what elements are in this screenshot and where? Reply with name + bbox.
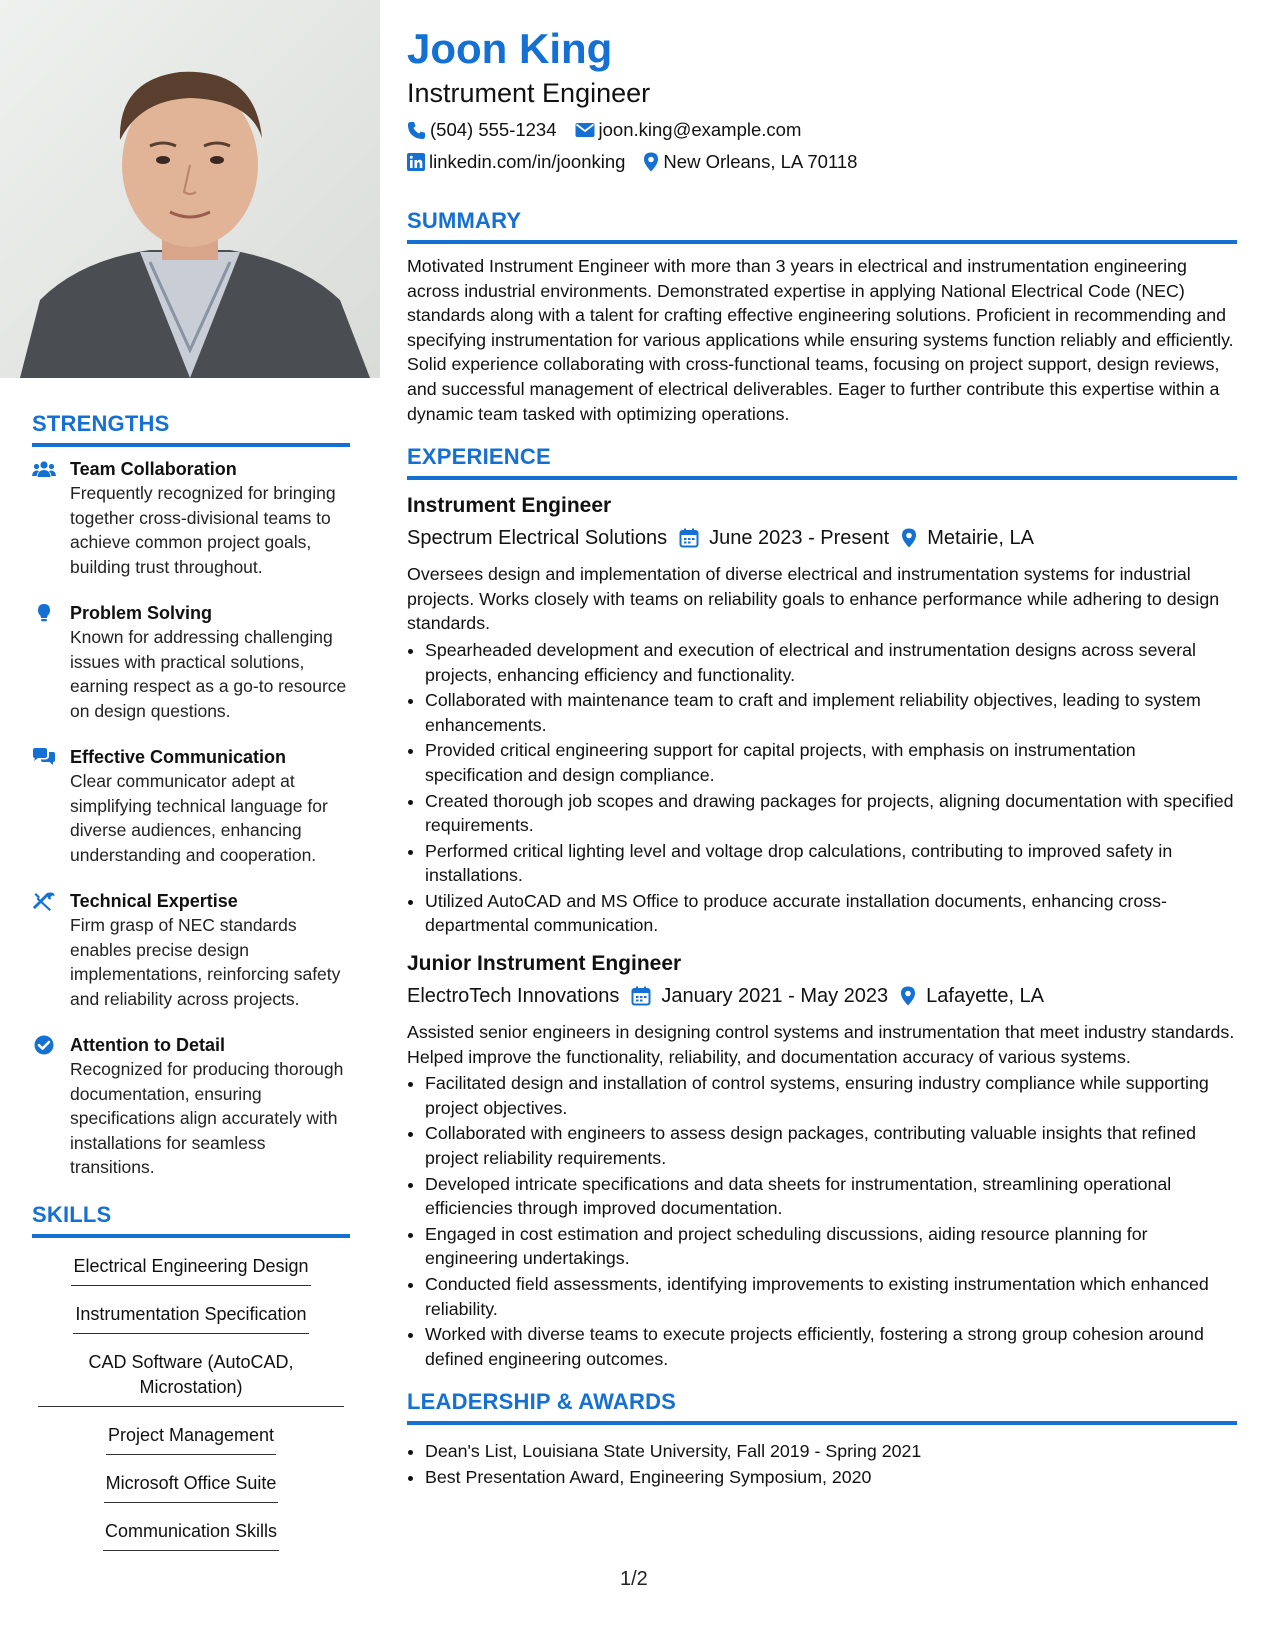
bullet-item: • Provided critical engineering support for capital projects, with emphasis on instrumentation specification and design compliance. bbox=[425, 738, 1237, 787]
job-location-text: Metairie, LA bbox=[927, 526, 1034, 549]
strength-title: Attention to Detail bbox=[70, 1035, 225, 1055]
linkedin-text: linkedin.com/in/joonking bbox=[429, 151, 626, 172]
linkedin-icon bbox=[407, 153, 425, 171]
skills-heading: SKILLS bbox=[32, 1201, 112, 1227]
job-meta bbox=[407, 982, 1237, 1010]
comments-icon bbox=[32, 747, 56, 767]
bullet-item: • Worked with diverse teams to execute projects efficiently, fostering a strong group cohesion around defined engineering outcomes. bbox=[425, 1322, 1237, 1371]
strength-description: Firm grasp of NEC standards enables precise design implementations, reinforcing safety and reliability across projects. bbox=[70, 915, 341, 1009]
bullet-item: • Engaged in cost estimation and project scheduling discussions, aiding resource planning for engineering undertakings. bbox=[425, 1222, 1237, 1271]
job-location bbox=[901, 527, 1034, 550]
award-item: • Dean's List, Louisiana State University, Fall 2019 - Spring 2021 bbox=[425, 1439, 1237, 1464]
bullet-item: • Created thorough job scopes and drawing packages for projects, aligning documentation with specified requirements. bbox=[425, 789, 1237, 838]
phone-icon bbox=[407, 121, 426, 140]
bullet-item: • Utilized AutoCAD and MS Office to produce accurate installation documents, enhancing cross-departmental communication. bbox=[425, 889, 1237, 938]
map-pin-icon bbox=[901, 528, 917, 548]
calendar-icon bbox=[631, 986, 651, 1006]
job-company bbox=[407, 985, 619, 1008]
map-pin-icon bbox=[900, 986, 916, 1006]
strengths-list bbox=[32, 457, 350, 1180]
check-circle-icon bbox=[32, 1035, 56, 1055]
job-location-text: Lafayette, LA bbox=[926, 984, 1045, 1007]
dates-text: January 2021 - May 2023 bbox=[661, 984, 889, 1007]
bullet-item: • Performed critical lighting level and voltage drop calculations, contributing to improved safety in installations. bbox=[425, 839, 1237, 888]
envelope-icon bbox=[575, 122, 595, 138]
phone-text: (504) 555-1234 bbox=[430, 119, 557, 140]
awards-list bbox=[407, 1439, 1237, 1489]
strength-item bbox=[32, 601, 350, 723]
strength-title: Team Collaboration bbox=[70, 459, 237, 479]
strength-title: Problem Solving bbox=[70, 603, 213, 623]
job-title: Junior Instrument Engineer bbox=[407, 952, 682, 976]
bullet-item: • Developed intricate specifications and data sheets for instrumentation, streamlining operational efficiencies through improved documentation. bbox=[425, 1172, 1237, 1221]
strength-item bbox=[32, 889, 350, 1011]
email-text: joon.king@example.com bbox=[598, 119, 802, 140]
job-location bbox=[900, 985, 1044, 1008]
strength-title: Technical Expertise bbox=[70, 891, 238, 911]
contact-location bbox=[643, 151, 857, 173]
job-company bbox=[407, 527, 667, 550]
contact-phone[interactable] bbox=[407, 119, 557, 141]
strength-title: Effective Communication bbox=[70, 747, 287, 767]
strength-item bbox=[32, 457, 350, 579]
profile-photo-image bbox=[0, 0, 380, 378]
strength-item bbox=[32, 1033, 350, 1180]
awards-divider bbox=[407, 1421, 1237, 1425]
main-content bbox=[407, 24, 1237, 1491]
candidate-role: Instrument Engineer bbox=[407, 78, 651, 108]
bullet-item: • Spearheaded development and execution of electrical and instrumentation designs across several projects, enhancing efficiency and functionality. bbox=[425, 638, 1237, 687]
lightbulb-icon bbox=[32, 603, 56, 623]
job-bullets bbox=[407, 1071, 1237, 1371]
experience-heading: EXPERIENCE bbox=[407, 444, 551, 470]
strength-description: Clear communicator adept at simplifying technical language for diverse audiences, enhancing understanding and cooperation. bbox=[70, 771, 328, 865]
strength-description: Frequently recognized for bringing together cross-divisional teams to achieve common project goals, building trust throughout. bbox=[70, 483, 336, 577]
skill-item: Electrical Engineering Design bbox=[71, 1252, 310, 1286]
strengths-divider bbox=[32, 443, 350, 447]
page-number: 1/2 bbox=[620, 1568, 648, 1590]
tools-icon bbox=[32, 891, 56, 911]
map-pin-icon bbox=[643, 152, 659, 172]
location-text: New Orleans, LA 70118 bbox=[663, 151, 858, 172]
contact-row bbox=[407, 118, 1237, 142]
users-icon bbox=[32, 459, 56, 479]
bullet-item: • Collaborated with engineers to assess design packages, contributing valuable insights that refined project reliability requirements. bbox=[425, 1121, 1237, 1170]
dates-text: June 2023 - Present bbox=[709, 526, 890, 549]
skill-item: Communication Skills bbox=[103, 1517, 279, 1551]
company-text: Spectrum Electrical Solutions bbox=[407, 526, 668, 549]
summary-text: Motivated Instrument Engineer with more than 3 years in electrical and instrumentation engineering across industrial environments. Demonstrated expertise in applying National Electrical Code (NEC) standards along with a talent for crafting effective engineering solutions. Proficient in recommending and specifying instrumentation for various applications while ensuring systems function reliably and efficiently. Solid experience collaborating with cross-functional teams, focusing on project support, design reviews, and successful management of electrical deliverables. Eager to further contribute this expertise within a dynamic team tasked with optimizing operations. bbox=[407, 256, 1234, 424]
skill-item: CAD Software (AutoCAD, Microstation) bbox=[38, 1348, 344, 1407]
summary-heading: SUMMARY bbox=[407, 208, 522, 233]
job-dates bbox=[679, 527, 889, 550]
award-item: • Best Presentation Award, Engineering Symposium, 2020 bbox=[425, 1465, 1237, 1490]
skills-list bbox=[32, 1252, 350, 1565]
contact-row bbox=[407, 150, 1237, 174]
candidate-name: Joon King bbox=[407, 25, 613, 72]
job-bullets bbox=[407, 638, 1237, 938]
skill-item: Project Management bbox=[106, 1421, 276, 1455]
job-title: Instrument Engineer bbox=[407, 494, 612, 518]
experience-divider bbox=[407, 476, 1237, 480]
strengths-heading: STRENGTHS bbox=[32, 411, 170, 436]
job-dates bbox=[631, 985, 888, 1008]
skill-item: Instrumentation Specification bbox=[73, 1300, 308, 1334]
calendar-icon bbox=[679, 528, 699, 548]
strength-description: Known for addressing challenging issues with practical solutions, earning respect as a go-to resource on design questions. bbox=[70, 627, 347, 721]
skills-divider bbox=[32, 1234, 350, 1238]
job-entry bbox=[407, 950, 1237, 1371]
skill-item: Microsoft Office Suite bbox=[104, 1469, 279, 1503]
strength-item bbox=[32, 745, 350, 867]
job-entry bbox=[407, 492, 1237, 938]
profile-photo bbox=[0, 0, 380, 378]
job-meta bbox=[407, 524, 1237, 552]
bullet-item: • Conducted field assessments, identifying improvements to existing instrumentation which enhanced reliability. bbox=[425, 1272, 1237, 1321]
sidebar-content bbox=[32, 411, 350, 1565]
summary-divider bbox=[407, 240, 1237, 244]
contact-linkedin[interactable] bbox=[407, 151, 625, 173]
sidebar bbox=[0, 0, 380, 1650]
bullet-item: • Facilitated design and installation of control systems, ensuring industry compliance while supporting project objectives. bbox=[425, 1071, 1237, 1120]
company-text: ElectroTech Innovations bbox=[407, 984, 620, 1007]
awards-heading: LEADERSHIP & AWARDS bbox=[407, 1389, 677, 1415]
bullet-item: • Collaborated with maintenance team to craft and implement reliability objectives, leading to system enhancements. bbox=[425, 688, 1237, 737]
job-description: Assisted senior engineers in designing control systems and instrumentation that meet industry standards. Helped improve the functionality, reliability, and documentation accuracy of various systems. bbox=[407, 1022, 1235, 1067]
job-description: Oversees design and implementation of diverse electrical and instrumentation systems for industrial projects. Works closely with teams on reliability goals to enhance performance while adhering to design standards. bbox=[407, 564, 1220, 634]
strength-description: Recognized for producing thorough documentation, ensuring specifications align accurately with installations for seamless transitions. bbox=[70, 1059, 344, 1177]
contact-email[interactable] bbox=[575, 119, 802, 141]
